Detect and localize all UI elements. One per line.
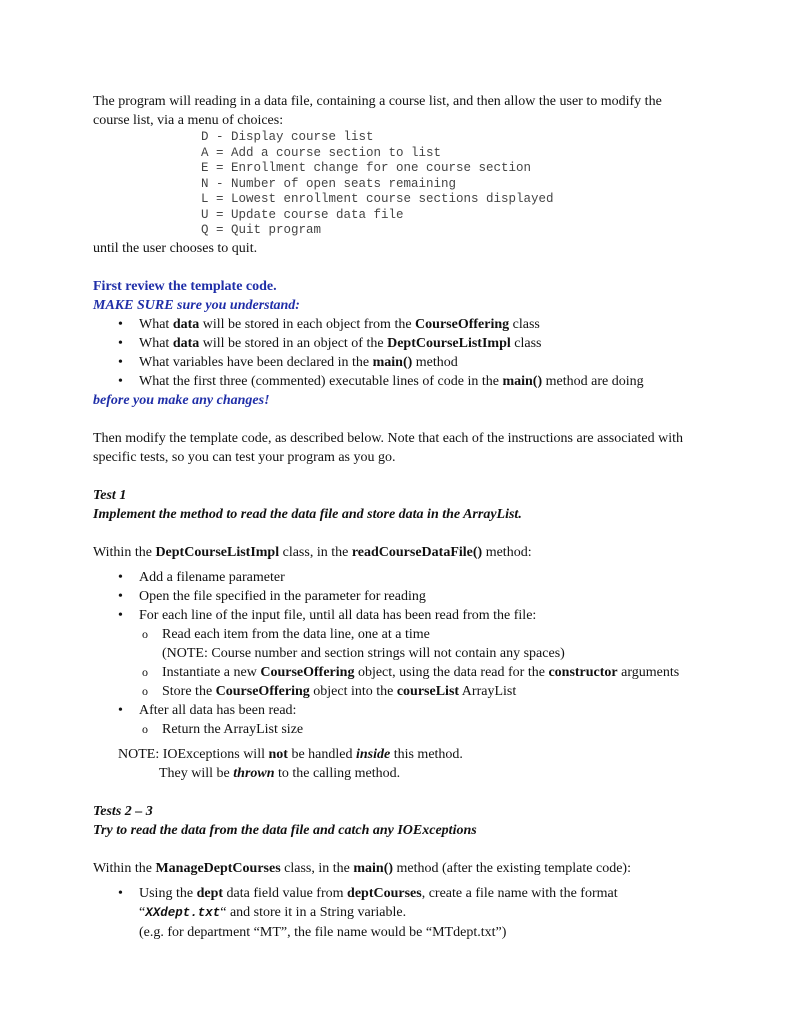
review-subheading: MAKE SURE sure you understand:	[93, 297, 300, 313]
test1-title: Test 1	[93, 487, 127, 503]
review-footer: before you make any changes!	[93, 392, 270, 408]
test23-item-line-3: (e.g. for department “MT”, the file name would be “MTdept.txt”)	[139, 924, 507, 940]
test23-title: Tests 2 – 3	[93, 803, 153, 819]
menu-item-open-seats: N - Number of open seats remaining	[201, 176, 457, 191]
test1-subitem: o Read each item from the data line, one at a time	[142, 626, 430, 642]
test23-item: • Using the dept data field value from deptCourses, create a file name with the format	[118, 885, 618, 901]
test1-description: Implement the method to read the data file and store data in the ArrayList.	[93, 506, 522, 522]
test23-within: Within the ManageDeptCourses class, in the main() method (after the existing template code):	[93, 860, 631, 876]
test23-list	[93, 884, 713, 942]
test1-within: Within the DeptCourseListImpl class, in the readCourseDataFile() method:	[93, 544, 532, 560]
menu-item-quit: Q = Quit program	[201, 223, 322, 237]
menu-item-lowest: L = Lowest enrollment course sections displayed	[201, 192, 554, 206]
intro-line-2: course list, via a menu of choices:	[93, 113, 284, 128]
test1-list-2	[93, 701, 713, 720]
test1-item: • Add a filename parameter	[118, 569, 285, 585]
review-item: • What data will be stored in an object of the DeptCourseListImpl class	[118, 335, 542, 351]
menu-item-add: A = Add a course section to list	[201, 145, 442, 160]
review-item: • What the first three (commented) executable lines of code in the main() method are doing	[118, 373, 644, 389]
test1-note-line-2: They will be thrown to the calling method.	[159, 765, 401, 781]
test1-subitem-note: (NOTE: Course number and section strings will not contain any spaces)	[162, 645, 565, 661]
test23-description: Try to read the data from the data file and catch any IOExceptions	[93, 822, 477, 838]
review-heading: First review the template code.	[93, 278, 277, 294]
test1-sublist	[93, 625, 713, 701]
test1-subitem: o Return the ArrayList size	[142, 721, 304, 737]
test1-sublist-2	[93, 720, 713, 739]
menu-item-enrollment: E = Enrollment change for one course section	[201, 161, 532, 175]
review-item: • What variables have been declared in the main() method	[118, 354, 458, 370]
test1-item: • For each line of the input file, until all data has been read from the file:	[118, 607, 537, 623]
modify-line-2: specific tests, so you can test your program as you go.	[93, 449, 396, 465]
document-page	[93, 92, 713, 942]
review-list	[93, 315, 713, 391]
menu-item-display: D - Display course list	[201, 130, 374, 144]
review-item: • What data will be stored in each object from the CourseOffering class	[118, 316, 540, 332]
test23-item-line-2: “XXdept.txt“ and store it in a String variable.	[139, 904, 407, 920]
menu-item-update: U = Update course data file	[201, 207, 404, 222]
intro-line-1: The program will reading in a data file, containing a course list, and then allow the user to modify the	[93, 94, 662, 109]
test1-list	[93, 568, 713, 625]
test1-item: • Open the file specified in the parameter for reading	[118, 588, 426, 604]
menu-choices	[201, 130, 713, 239]
test1-note-line-1: NOTE: IOExceptions will not be handled inside this method.	[118, 746, 463, 762]
test1-item: • After all data has been read:	[118, 702, 297, 718]
test1-subitem: o Instantiate a new CourseOffering object, using the data read for the constructor arguments	[142, 664, 680, 680]
test1-subitem: o Store the CourseOffering object into the courseList ArrayList	[142, 683, 517, 699]
modify-line-1: Then modify the template code, as described below. Note that each of the instructions are associated with	[93, 430, 684, 446]
intro-line-3: until the user chooses to quit.	[93, 240, 258, 256]
